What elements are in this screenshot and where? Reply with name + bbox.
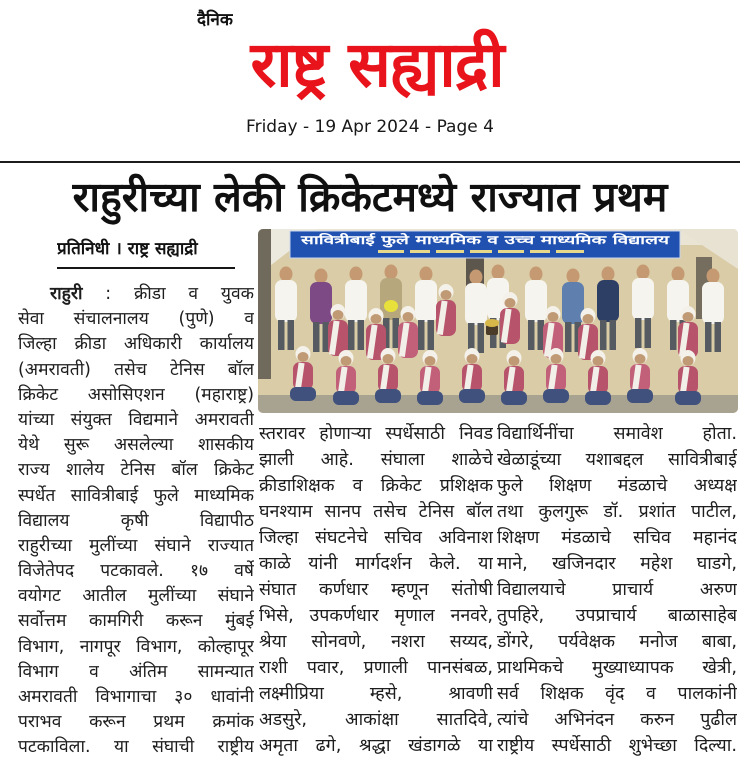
text-line: श्रेया सोनवणे, नशरा सय्यद,	[259, 631, 493, 652]
text-line: अमरावती विभागाचा ३० धावांनी	[18, 687, 254, 707]
text-line: पराभव करून प्रथम क्रमांक	[18, 712, 254, 733]
text-line: राशी पवार, प्रणाली पानसंबळ,	[259, 657, 493, 678]
article-column-2	[259, 421, 493, 759]
text-line: क्रीडाशिक्षक व क्रिकेट प्रशिक्षक	[259, 475, 493, 496]
text-line: राहुरी : क्रीडा व युवक	[50, 284, 254, 304]
text-line: फुले शिक्षण मंडळाचे अध्यक्ष	[497, 475, 737, 496]
school-banner-text: सावित्रीबाई फुले माध्यमिक व उच्च माध्यमिक विद्यालय	[301, 233, 534, 247]
text-line: त्यांचे अभिनंदन करुन पुढील	[497, 709, 737, 730]
text-line: तुपहिरे, उपप्राचार्य बाळासाहेब	[497, 605, 737, 626]
article-headline: राहुरीच्या लेकी क्रिकेटमध्ये राज्यात प्रथम	[72, 173, 668, 221]
text-line: झाली आहे. संघाला शाळेचे	[259, 449, 493, 470]
text-line: विजेतेपद पटकावले. १७ वर्षे	[18, 561, 254, 582]
article-photo	[258, 229, 738, 413]
article-column-1	[18, 282, 254, 761]
dateline: Friday - 19 Apr 2024 - Page 4	[246, 117, 494, 137]
trophy	[485, 319, 499, 335]
text-line: संघात कर्णधार म्हणून संतोषी	[259, 579, 493, 600]
text-line: वयोगट आतील मुलींच्या संघाने	[18, 586, 254, 607]
text-line: स्पर्धेत सावित्रीबाई फुले माध्यमिक	[18, 485, 254, 506]
text-line: राष्ट्रीय स्पर्धेसाठी शुभेच्छा दिल्या.	[497, 735, 737, 756]
school-banner	[290, 231, 680, 258]
text-line: पटकाविला. या संघाची राष्ट्रीय	[18, 737, 254, 758]
text-line: सेवा संचालनालय (पुणे) व	[18, 309, 254, 330]
divider-rule	[0, 161, 740, 163]
text-line: येथे सुरू असलेल्या शासकीय	[18, 435, 254, 456]
text-line: प्राथमिकचे मुख्याध्यापक खेत्री,	[497, 657, 737, 678]
article-column-3	[497, 421, 737, 759]
byline: प्रतिनिधी । राष्ट्र सह्याद्री	[57, 236, 235, 269]
text-line: जिल्हा संघटनेचे सचिव अविनाश	[259, 527, 493, 548]
text-line: यांच्या संयुक्त विद्यमाने अमरावती	[18, 409, 254, 430]
text-line: डोंगरे, पर्यवेक्षक मनोज बाबा,	[497, 631, 737, 652]
text-line: (अमरावती) तसेच टेनिस बॉल	[18, 359, 254, 380]
text-line: राहुरीच्या मुलींच्या संघाने राज्यात	[18, 535, 254, 556]
text-line: काळे यांनी मार्गदर्शन केले. या	[259, 553, 493, 574]
text-line: जिल्हा क्रीडा अधिकारी कार्यालय	[18, 334, 254, 355]
text-line: शिक्षण मंडळाचे सचिव महानंद	[497, 527, 737, 548]
masthead-daily-label: दैनिक	[197, 10, 233, 30]
text-line: विभाग, नागपूर विभाग, कोल्हापूर	[18, 636, 254, 657]
text-line: विद्यालयाचे प्राचार्य अरुण	[497, 579, 737, 600]
text-line: सर्वोत्तम कामगिरी करून मुंबई	[18, 611, 254, 632]
text-line: अमृता ढगे, श्रद्धा खंडागळे या	[259, 735, 493, 756]
byline-wrap	[57, 236, 235, 269]
text-line: भिसे, उपकर्णधार मृणाल ननवरे,	[259, 605, 493, 626]
text-line: माने, खजिनदार महेश घाडगे,	[497, 553, 737, 574]
team-photo-illustration	[258, 229, 738, 413]
text-line: खेळाडूंच्या यशाबद्दल सावित्रीबाई	[497, 449, 737, 470]
text-line: सर्व शिक्षक वृंद व पालकांनी	[497, 683, 737, 704]
text-line: राज्य शालेय टेनिस बॉल क्रिकेट	[18, 460, 254, 481]
text-line: विद्यालय कृषी विद्यापीठ	[18, 510, 254, 531]
text-line: लक्ष्मीप्रिया म्हसे, श्रावणी	[259, 683, 493, 704]
masthead-title: राष्ट्र सह्याद्री	[250, 28, 504, 101]
text-line: विभाग व अंतिम सामन्यात	[18, 661, 254, 682]
text-line: स्तरावर होणाऱ्या स्पर्धेसाठी निवड	[259, 423, 493, 444]
text-line: अडसुरे, आकांक्षा सातदिवे,	[259, 709, 493, 730]
text-line: विद्यार्थिनींचा समावेश होता.	[497, 423, 737, 444]
text-line: घनश्याम सानप तसेच टेनिस बॉल	[259, 501, 493, 522]
text-line: क्रिकेट असोसिएशन (महाराष्ट्र)	[18, 384, 254, 405]
text-line: तथा कुलगुरू डॉ. प्रशांत पाटील,	[497, 501, 737, 522]
